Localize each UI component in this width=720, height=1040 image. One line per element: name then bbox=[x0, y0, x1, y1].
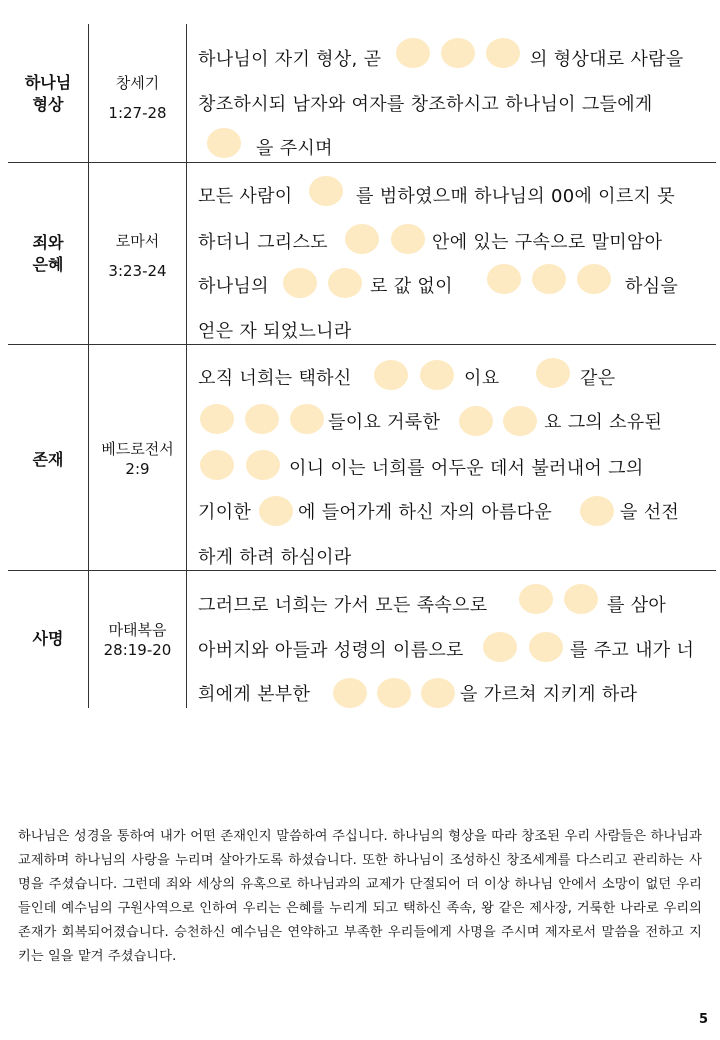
scripture-reference bbox=[89, 439, 186, 479]
answer-blank[interactable] bbox=[259, 496, 293, 526]
verse-text: 하나님이 자기 형상, 곧 bbox=[198, 49, 382, 70]
book-name: 마태복음 bbox=[108, 621, 167, 639]
verse-text: 로 값 없이 bbox=[370, 276, 453, 297]
verse-text: 기이한 bbox=[198, 502, 252, 523]
verse-text: 얻은 자 되었느니라 bbox=[198, 321, 352, 342]
verse-text: 하더니 그리스도 bbox=[198, 232, 328, 253]
column-divider bbox=[88, 24, 89, 708]
row-label-line: 죄와 bbox=[32, 233, 64, 252]
answer-blank[interactable] bbox=[290, 404, 324, 434]
row-divider bbox=[8, 570, 716, 571]
verse-text: 들이요 거룩한 bbox=[328, 412, 441, 433]
answer-blank[interactable] bbox=[580, 496, 614, 526]
row-label-mission bbox=[8, 628, 88, 650]
verse-range: 3:23-24 bbox=[108, 262, 167, 280]
row-label-line: 형상 bbox=[32, 95, 64, 114]
answer-blank[interactable] bbox=[374, 360, 408, 390]
verse-text: 의 형상대로 사람을 bbox=[530, 49, 684, 70]
verse-text: 를 삼아 bbox=[607, 595, 667, 616]
verse-text: 을 가르쳐 지키게 하라 bbox=[460, 684, 638, 705]
answer-blank[interactable] bbox=[487, 264, 521, 294]
row-divider bbox=[8, 162, 716, 163]
verse-range: 28:19-20 bbox=[103, 641, 172, 659]
answer-blank[interactable] bbox=[245, 404, 279, 434]
verse-text: 아버지와 아들과 성령의 이름으로 bbox=[198, 640, 464, 661]
scripture-reference bbox=[89, 72, 186, 124]
summary-paragraph: 하나님은 성경을 통하여 내가 어떤 존재인지 말씀하여 주십니다. 하나님의 형상을 따라 창조된 우리 사람들은 하나님과 교제하며 하나님의 사랑을 누리며 살아가도록 하셨습니다. 또한 하나님이 조성하신 창조세계를 다스리고 관리하는 사명을 주셨습니다. 그런데 죄와 세상의 유혹으로 하나님과의 교제가 단절되어 더 이상 하나님 안에서 소망이 없던 우리들인데 예수님의 구원사역으로 인하여 우리는 은혜를 누리게 되고 택하신 족속, 왕 같은 제사장, 거룩한 나라로 우리의 존재가 회복되어졌습니다. 승천하신 예수님은 연약하고 부족한 우리들에게 사명을 주시며 제자로서 말씀을 전하고 지키는 일을 맡겨 주셨습니다. bbox=[18, 829, 702, 965]
verse-text: 모든 사람이 bbox=[198, 186, 293, 207]
answer-blank[interactable] bbox=[564, 584, 598, 614]
answer-blank[interactable] bbox=[529, 632, 563, 662]
answer-blank[interactable] bbox=[377, 678, 411, 708]
page-number: 5 bbox=[698, 1012, 708, 1027]
row-label-sin-and-grace bbox=[8, 232, 88, 276]
row-label-line: 사명 bbox=[32, 629, 64, 648]
verse-text: 하심을 bbox=[625, 276, 679, 297]
verse-text: 에 들어가게 하신 자의 아름다운 bbox=[298, 502, 553, 523]
row-label-image-of-god bbox=[8, 72, 88, 116]
answer-blank[interactable] bbox=[200, 404, 234, 434]
scripture-reference bbox=[89, 230, 186, 282]
verse-text: 을 주시며 bbox=[256, 138, 333, 159]
verse-text: 오직 너희는 택하신 bbox=[198, 368, 352, 389]
column-divider bbox=[186, 24, 187, 708]
answer-blank[interactable] bbox=[519, 584, 553, 614]
verse-text: 같은 bbox=[580, 368, 616, 389]
answer-blank[interactable] bbox=[420, 360, 454, 390]
answer-blank[interactable] bbox=[246, 450, 280, 480]
verse-text: 창조하시되 남자와 여자를 창조하시고 하나님이 그들에게 bbox=[198, 94, 653, 115]
answer-blank[interactable] bbox=[391, 224, 425, 254]
answer-blank[interactable] bbox=[577, 264, 611, 294]
answer-blank[interactable] bbox=[309, 176, 343, 206]
answer-blank[interactable] bbox=[333, 678, 367, 708]
answer-blank[interactable] bbox=[207, 128, 241, 158]
row-label-line: 은혜 bbox=[32, 255, 64, 274]
verse-text: 안에 있는 구속으로 말미암아 bbox=[432, 232, 663, 253]
answer-blank[interactable] bbox=[421, 678, 455, 708]
answer-blank[interactable] bbox=[441, 38, 475, 68]
verse-text: 요 그의 소유된 bbox=[544, 412, 663, 433]
row-label-identity bbox=[8, 449, 88, 471]
answer-blank[interactable] bbox=[483, 632, 517, 662]
verse-range: 2:9 bbox=[125, 460, 150, 478]
answer-blank[interactable] bbox=[345, 224, 379, 254]
verse-text: 이니 이는 너희를 어두운 데서 불러내어 그의 bbox=[289, 458, 644, 479]
verse-text: 를 범하였으매 하나님의 00에 이르지 못 bbox=[356, 186, 675, 207]
row-label-line: 존재 bbox=[32, 450, 64, 469]
verse-text: 이요 bbox=[464, 368, 500, 389]
answer-blank[interactable] bbox=[200, 450, 234, 480]
answer-blank[interactable] bbox=[536, 358, 570, 388]
book-name: 창세기 bbox=[115, 74, 160, 92]
answer-blank[interactable] bbox=[486, 38, 520, 68]
answer-blank[interactable] bbox=[503, 406, 537, 436]
answer-blank[interactable] bbox=[396, 38, 430, 68]
answer-blank[interactable] bbox=[283, 268, 317, 298]
answer-blank[interactable] bbox=[459, 406, 493, 436]
verse-text: 하게 하려 하심이라 bbox=[198, 547, 352, 568]
verse-text: 그러므로 너희는 가서 모든 족속으로 bbox=[198, 595, 488, 616]
book-name: 베드로전서 bbox=[101, 440, 174, 458]
answer-blank[interactable] bbox=[328, 268, 362, 298]
verse-text: 을 선전 bbox=[620, 502, 680, 523]
verse-text: 하나님의 bbox=[198, 276, 269, 297]
answer-blank[interactable] bbox=[532, 264, 566, 294]
scripture-reference bbox=[89, 620, 186, 660]
verse-range: 1:27-28 bbox=[108, 104, 167, 122]
verse-text: 희에게 본부한 bbox=[198, 684, 311, 705]
row-divider bbox=[8, 344, 716, 345]
book-name: 로마서 bbox=[115, 232, 160, 250]
row-label-line: 하나님 bbox=[24, 73, 72, 92]
verse-text: 를 주고 내가 너 bbox=[570, 640, 695, 661]
